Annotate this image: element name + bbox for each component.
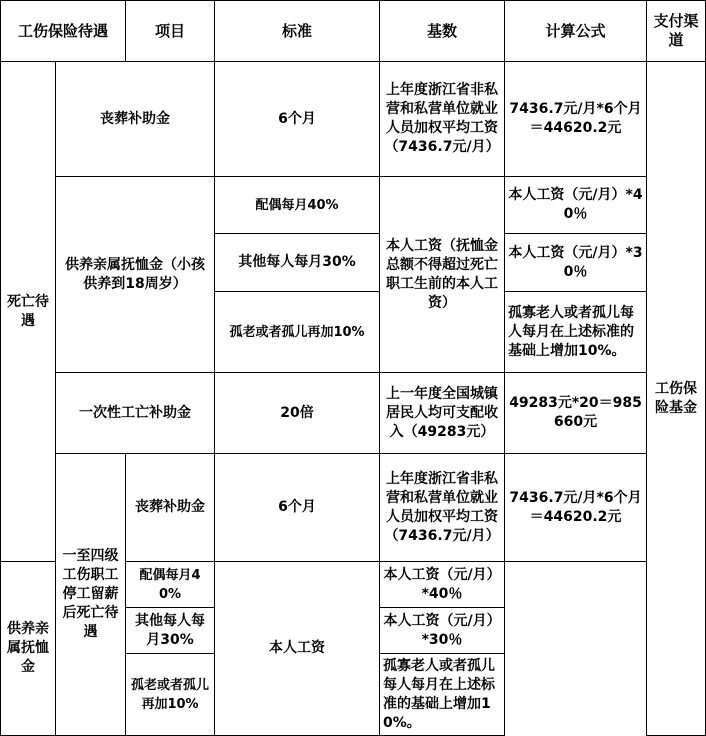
formula-others: 本人工资（元/月）*30％ [505, 234, 647, 292]
standard-orphan-elderly-2: 孤老或者孤儿再加10% [126, 654, 215, 736]
formula-orphan-elderly-2: 孤寡老人或者孤儿每人每月在上述标准的基础上增加10%。 [380, 654, 505, 736]
base-dependent-pension-2: 本人工资 [215, 562, 380, 736]
standard-spouse-2: 配偶每月40% [126, 562, 215, 608]
standard-lump-sum: 20倍 [215, 373, 380, 454]
table-row [1, 373, 706, 454]
header-item: 项目 [126, 1, 215, 62]
payment-channel: 工伤保险基金 [647, 62, 706, 736]
base-dependent-pension: 本人工资（抚恤金总额不得超过死亡职工生前的本人工资） [380, 177, 505, 373]
item-dependent-pension-2: 供养亲属抚恤金 [1, 562, 56, 736]
base-funeral-subsidy: 上年度浙江省非私营和私营单位就业人员加权平均工资（7436.7元/月） [380, 62, 505, 177]
table-row [1, 454, 706, 562]
standard-orphan-elderly: 孤老或者孤儿再加10% [215, 292, 380, 373]
formula-spouse-2: 本人工资（元/月）*40％ [380, 562, 505, 608]
standard-funeral-subsidy-2: 6个月 [215, 454, 380, 562]
formula-funeral-subsidy: 7436.7元/月*6个月＝44620.2元 [505, 62, 647, 177]
formula-spouse: 本人工资（元/月）*40％ [505, 177, 647, 234]
header-formula: 计算公式 [505, 1, 647, 62]
formula-orphan-elderly: 孤寡老人或者孤儿每人每月在上述标准的基础上增加10%。 [505, 292, 647, 373]
table-row [1, 177, 706, 234]
table-row [1, 62, 706, 177]
formula-funeral-subsidy-2: 7436.7元/月*6个月＝44620.2元 [505, 454, 647, 562]
group-label-grade1-4: 一至四级工伤职工停工留薪后死亡待遇 [56, 454, 126, 736]
item-funeral-subsidy: 丧葬补助金 [56, 62, 215, 177]
base-funeral-subsidy-2: 上年度浙江省非私营和私营单位就业人员加权平均工资（7436.7元/月） [380, 454, 505, 562]
item-lump-sum: 一次性工亡补助金 [56, 373, 215, 454]
item-funeral-subsidy-2: 丧葬补助金 [126, 454, 215, 562]
standard-others: 其他每人每月30% [215, 234, 380, 292]
header-category: 工伤保险待遇 [1, 1, 126, 62]
header-standard: 标准 [215, 1, 380, 62]
item-dependent-pension: 供养亲属抚恤金（小孩供养到18周岁） [56, 177, 215, 373]
group-label-death: 死亡待遇 [1, 62, 56, 562]
formula-others-2: 本人工资（元/月）*30％ [380, 608, 505, 654]
standard-spouse: 配偶每月40% [215, 177, 380, 234]
base-lump-sum: 上一年度全国城镇居民人均可支配收入（49283元） [380, 373, 505, 454]
standard-others-2: 其他每人每月30% [126, 608, 215, 654]
formula-lump-sum: 49283元*20＝985660元 [505, 373, 647, 454]
header-base: 基数 [380, 1, 505, 62]
header-row [1, 1, 706, 62]
standard-funeral-subsidy: 6个月 [215, 62, 380, 177]
header-channel: 支付渠道 [647, 1, 706, 62]
